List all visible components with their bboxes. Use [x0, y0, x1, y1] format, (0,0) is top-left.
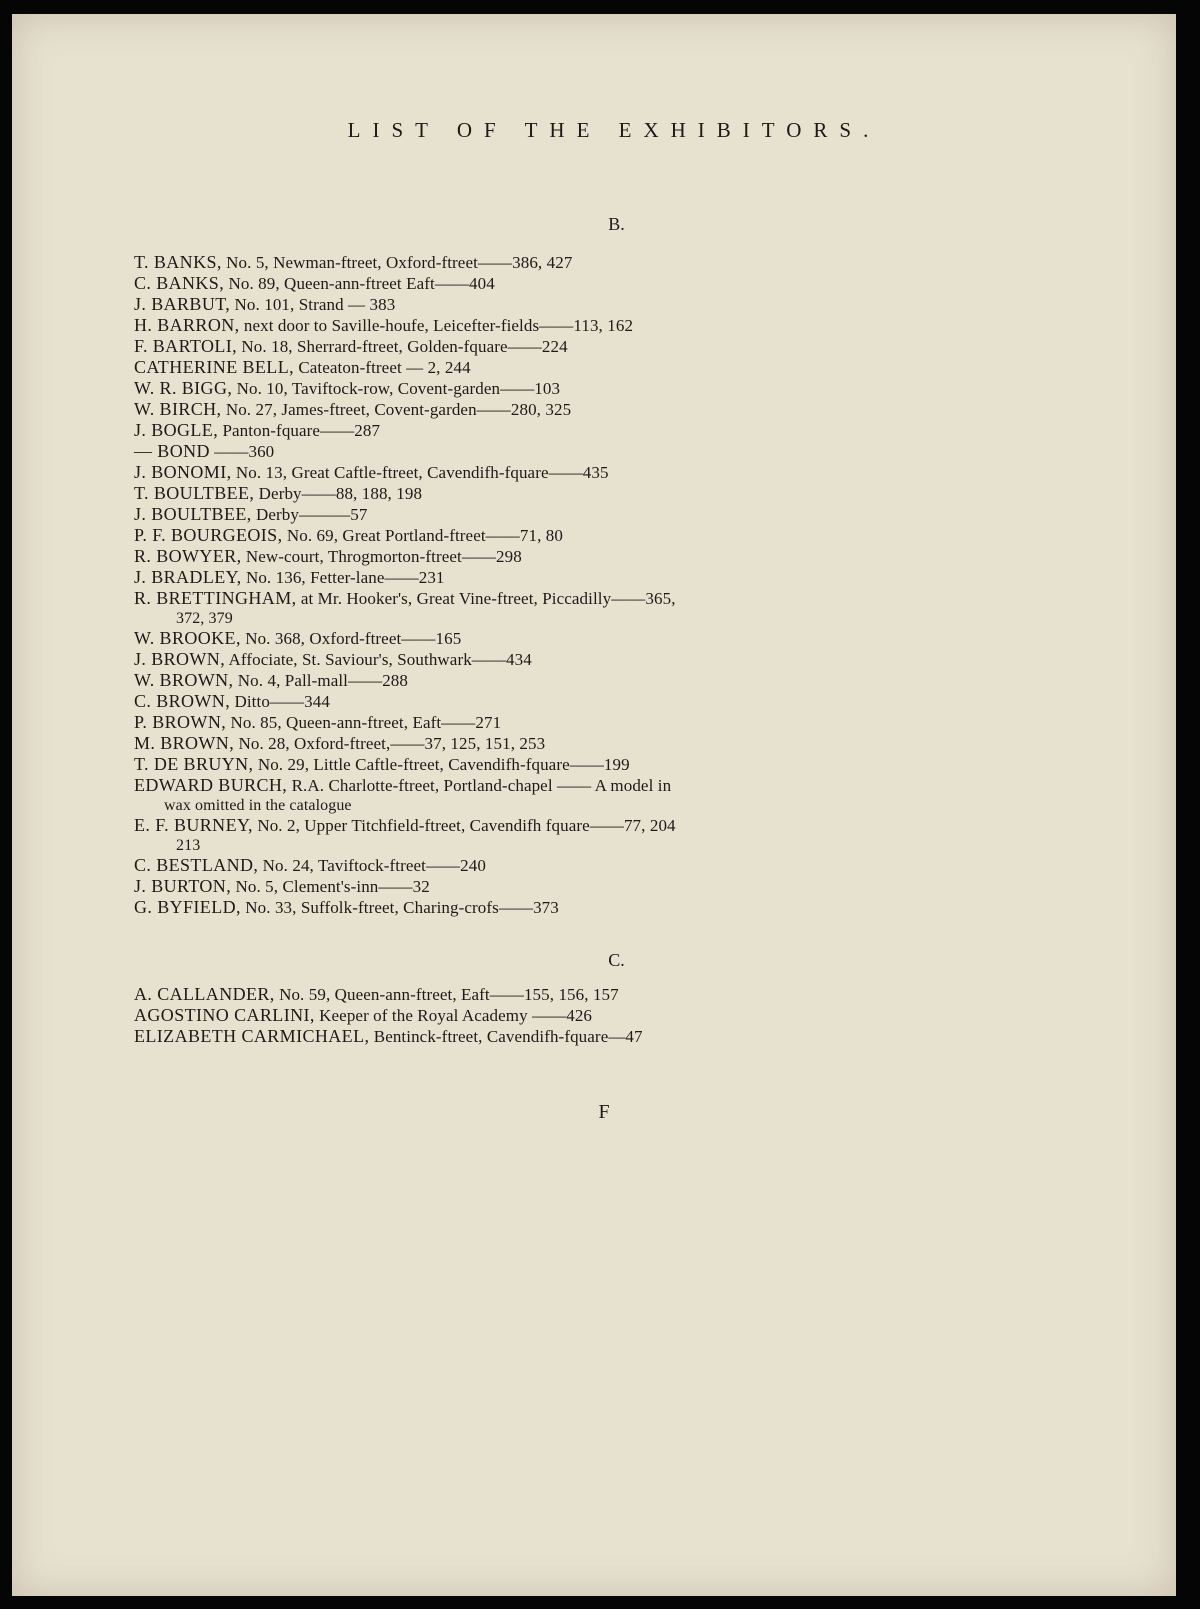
exhibitor-details: No. 5, Newman-ftreet, Oxford-ftreet——386, 427: [226, 253, 573, 272]
exhibitor-list-b: [134, 252, 834, 918]
exhibitor-details: No. 5, Clement's-inn——32: [235, 877, 430, 896]
exhibitor-name: M. BROWN,: [134, 733, 235, 753]
exhibitor-name: AGOSTINO CARLINI,: [134, 1005, 315, 1025]
exhibitor-details: Ditto——344: [234, 692, 330, 711]
exhibitor-entry: [134, 1026, 834, 1047]
exhibitor-entry: [134, 399, 834, 420]
exhibitor-details: at Mr. Hooker's, Great Vine-ftreet, Piccadilly——365,: [300, 589, 676, 608]
exhibitor-entry: [134, 876, 834, 897]
exhibitor-entry: [134, 691, 834, 712]
document-page: [12, 14, 1176, 1596]
exhibitor-details: No. 85, Queen-ann-ftreet, Eaft——271: [230, 713, 502, 732]
exhibitor-details: ——360: [214, 442, 275, 461]
exhibitor-name: P. F. BOURGEOIS,: [134, 525, 283, 545]
exhibitor-entry: [134, 855, 834, 876]
exhibitor-entry: [134, 733, 834, 754]
exhibitor-details: Bentinck-ftreet, Cavendifh-fquare—47: [373, 1027, 643, 1046]
exhibitor-entry: [134, 815, 834, 836]
exhibitor-name: E. F. BURNEY,: [134, 815, 253, 835]
exhibitor-entry: [134, 525, 834, 546]
exhibitor-details: Cateaton-ftreet — 2, 244: [298, 358, 471, 377]
exhibitor-details: next door to Saville-houfe, Leicefter-fields——113, 162: [243, 316, 634, 335]
exhibitor-details: No. 2, Upper Titchfield-ftreet, Cavendifh fquare——77, 204: [257, 816, 676, 835]
exhibitor-entry: [134, 588, 834, 609]
exhibitor-details: New-court, Throgmorton-ftreet——298: [245, 547, 522, 566]
exhibitor-name: C. BANKS,: [134, 273, 225, 293]
exhibitor-entry: [134, 775, 834, 796]
exhibitor-details: R.A. Charlotte-ftreet, Portland-chapel —— A model in: [291, 776, 672, 795]
exhibitor-details: Derby———57: [256, 505, 368, 524]
section-heading-c: C.: [608, 950, 625, 970]
exhibitor-name: EDWARD BURCH,: [134, 775, 288, 795]
entry-overflow: 372, 379: [176, 610, 233, 627]
exhibitor-name: C. BROWN,: [134, 691, 231, 711]
exhibitor-list-c: [134, 984, 834, 1047]
entry-overflow: 213: [176, 837, 201, 854]
exhibitor-name: W. BIRCH,: [134, 399, 222, 419]
exhibitor-entry: [134, 670, 834, 691]
page-title: LIST OF THE EXHIBITORS.: [347, 118, 881, 142]
exhibitor-name: R. BRETTINGHAM,: [134, 588, 297, 608]
exhibitor-entry: [134, 315, 834, 336]
exhibitor-entry: [134, 546, 834, 567]
exhibitor-entry: [134, 378, 834, 399]
exhibitor-details: Derby——88, 188, 198: [258, 484, 423, 503]
exhibitor-details: Affociate, St. Saviour's, Southwark——434: [228, 650, 532, 669]
exhibitor-details: No. 89, Queen-ann-ftreet Eaft——404: [228, 274, 495, 293]
exhibitor-entry: [134, 897, 834, 918]
exhibitor-name: F. BARTOLI,: [134, 336, 238, 356]
exhibitor-details: Panton-fquare——287: [222, 421, 381, 440]
exhibitor-name: P. BROWN,: [134, 712, 227, 732]
exhibitor-entry: [134, 628, 834, 649]
exhibitor-details: No. 69, Great Portland-ftreet——71, 80: [286, 526, 563, 545]
exhibitor-entry: [134, 984, 834, 1005]
signature-mark: F: [598, 1101, 610, 1123]
exhibitor-name: T. DE BRUYN,: [134, 754, 254, 774]
exhibitor-entry: [134, 504, 834, 525]
exhibitor-entry: [134, 567, 834, 588]
exhibitor-entry: [134, 294, 834, 315]
exhibitor-entry: [134, 649, 834, 670]
exhibitor-entry: [134, 712, 834, 733]
exhibitor-name: J. BROWN,: [134, 649, 226, 669]
exhibitor-details: No. 4, Pall-mall——288: [237, 671, 408, 690]
exhibitor-details: No. 24, Taviftock-ftreet——240: [262, 856, 486, 875]
exhibitor-name: J. BARBUT,: [134, 294, 231, 314]
exhibitor-name: ELIZABETH CARMICHAEL,: [134, 1026, 370, 1046]
exhibitor-details: No. 101, Strand — 383: [234, 295, 396, 314]
exhibitor-name: W. BROOKE,: [134, 628, 241, 648]
exhibitor-entry: [134, 420, 834, 441]
exhibitor-details: No. 33, Suffolk-ftreet, Charing-crofs——373: [245, 898, 559, 917]
exhibitor-entry: [134, 336, 834, 357]
exhibitor-name: CATHERINE BELL,: [134, 357, 294, 377]
exhibitor-entry: [134, 483, 834, 504]
exhibitor-details: No. 59, Queen-ann-ftreet, Eaft——155, 156, 157: [279, 985, 619, 1004]
exhibitor-name: J. BRADLEY,: [134, 567, 242, 587]
exhibitor-name: T. BANKS,: [134, 252, 222, 272]
exhibitor-entry: [134, 273, 834, 294]
exhibitor-entry: [134, 1005, 834, 1026]
exhibitor-details: No. 29, Little Caftle-ftreet, Cavendifh-fquare——199: [257, 755, 630, 774]
exhibitor-name: G. BYFIELD,: [134, 897, 241, 917]
exhibitor-details: No. 10, Taviftock-row, Covent-garden——103: [236, 379, 561, 398]
exhibitor-name: W. R. BIGG,: [134, 378, 233, 398]
exhibitor-details: No. 136, Fetter-lane——231: [245, 568, 445, 587]
exhibitor-name: J. BOGLE,: [134, 420, 219, 440]
exhibitor-name: — BOND: [134, 441, 210, 461]
exhibitor-details: No. 13, Great Caftle-ftreet, Cavendifh-fquare——435: [235, 463, 609, 482]
exhibitor-name: W. BROWN,: [134, 670, 234, 690]
exhibitor-entry: [134, 754, 834, 775]
entry-continuation: wax omitted in the catalogue: [164, 797, 352, 814]
exhibitor-name: J. BONOMI,: [134, 462, 232, 482]
exhibitor-entry: [134, 462, 834, 483]
exhibitor-details: No. 18, Sherrard-ftreet, Golden-fquare——224: [241, 337, 568, 356]
exhibitor-name: J. BURTON,: [134, 876, 232, 896]
exhibitor-name: C. BESTLAND,: [134, 855, 259, 875]
exhibitor-name: T. BOULTBEE,: [134, 483, 255, 503]
exhibitor-details: No. 27, James-ftreet, Covent-garden——280, 325: [225, 400, 572, 419]
section-heading-b: B.: [608, 214, 625, 234]
exhibitor-name: R. BOWYER,: [134, 546, 242, 566]
exhibitor-name: H. BARRON,: [134, 315, 240, 335]
exhibitor-entry: [134, 357, 834, 378]
exhibitor-entry: [134, 252, 834, 273]
exhibitor-name: J. BOULTBEE,: [134, 504, 252, 524]
exhibitor-details: Keeper of the Royal Academy ——426: [319, 1006, 593, 1025]
exhibitor-details: No. 28, Oxford-ftreet,——37, 125, 151, 253: [238, 734, 546, 753]
exhibitor-name: A. CALLANDER,: [134, 984, 275, 1004]
exhibitor-details: No. 368, Oxford-ftreet——165: [245, 629, 462, 648]
exhibitor-entry: [134, 441, 834, 462]
